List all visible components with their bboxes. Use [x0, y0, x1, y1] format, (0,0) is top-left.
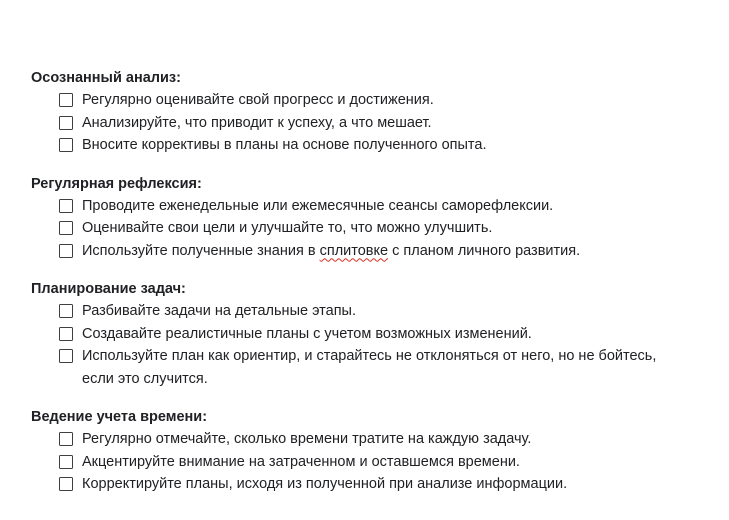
checklist-item — [31, 300, 671, 323]
section-task-planning — [31, 279, 671, 390]
checkbox[interactable] — [59, 244, 73, 258]
checkbox[interactable] — [59, 138, 73, 152]
checkbox[interactable] — [59, 349, 73, 363]
checklist — [31, 195, 671, 263]
section-title: Планирование задач: — [31, 281, 186, 297]
checklist-item-text[interactable]: Проводите еженедельные или ежемесячные сеансы саморефлексии. — [82, 197, 554, 214]
checklist-item-text[interactable] — [82, 240, 580, 263]
text-segment: Используйте полученные знания в — [82, 242, 320, 259]
checklist-item — [31, 428, 671, 451]
section-title: Осознанный анализ: — [31, 70, 181, 86]
section-title: Ведение учета времени: — [31, 409, 208, 425]
checklist-item-text[interactable]: Корректируйте планы, исходя из полученной при анализе информации. — [82, 476, 568, 492]
checkbox[interactable] — [59, 116, 73, 130]
text-segment: с планом личного развития. — [388, 242, 581, 259]
checklist-item — [31, 345, 671, 390]
checklist-item-text[interactable]: Регулярно оценивайте свой прогресс и достижения. — [82, 92, 434, 108]
checklist-item — [31, 451, 671, 474]
checklist-item-text[interactable]: Анализируйте, что приводит к успеху, а что мешает. — [82, 114, 432, 131]
checkbox[interactable] — [59, 432, 73, 446]
checklist-item-text[interactable]: Оценивайте свои цели и улучшайте то, что можно улучшить. — [82, 220, 493, 236]
checklist-item — [31, 473, 671, 496]
checklist-item-text[interactable]: Регулярно отмечайте, сколько времени тратите на каждую задачу. — [82, 431, 532, 447]
spellcheck-flagged-word[interactable]: сплитовке — [319, 242, 389, 259]
checkbox[interactable] — [59, 455, 73, 469]
checklist-item — [31, 195, 671, 218]
document-body — [31, 68, 671, 513]
checklist-item — [31, 134, 671, 157]
checklist-item-text[interactable]: Акцентируйте внимание на затраченном и оставшемся времени. — [82, 453, 520, 470]
checklist-item-text[interactable]: Создавайте реалистичные планы с учетом возможных изменений. — [82, 325, 532, 342]
section-time-tracking — [31, 407, 671, 496]
checklist-item-text[interactable]: Используйте план как ориентир, и старайтесь не отклоняться от него, но не бойтесь, если это случится. — [82, 348, 657, 387]
checklist-item — [31, 89, 671, 112]
checklist-item — [31, 240, 671, 263]
checklist-item-text[interactable]: Разбивайте задачи на детальные этапы. — [82, 303, 357, 319]
checklist — [31, 89, 671, 157]
section-title: Регулярная рефлексия: — [31, 175, 202, 192]
checklist-item — [31, 323, 671, 346]
checkbox[interactable] — [59, 221, 73, 235]
checkbox[interactable] — [59, 199, 73, 213]
checkbox[interactable] — [59, 477, 73, 491]
checklist-item — [31, 217, 671, 240]
section-conscious-analysis — [31, 68, 671, 157]
checklist-item — [31, 112, 671, 135]
checkbox[interactable] — [59, 93, 73, 107]
checklist-item-text[interactable]: Вносите коррективы в планы на основе полученного опыта. — [82, 137, 487, 153]
checklist — [31, 300, 671, 390]
checkbox[interactable] — [59, 327, 73, 341]
checklist — [31, 428, 671, 496]
checkbox[interactable] — [59, 304, 73, 318]
section-regular-reflection — [31, 174, 671, 263]
